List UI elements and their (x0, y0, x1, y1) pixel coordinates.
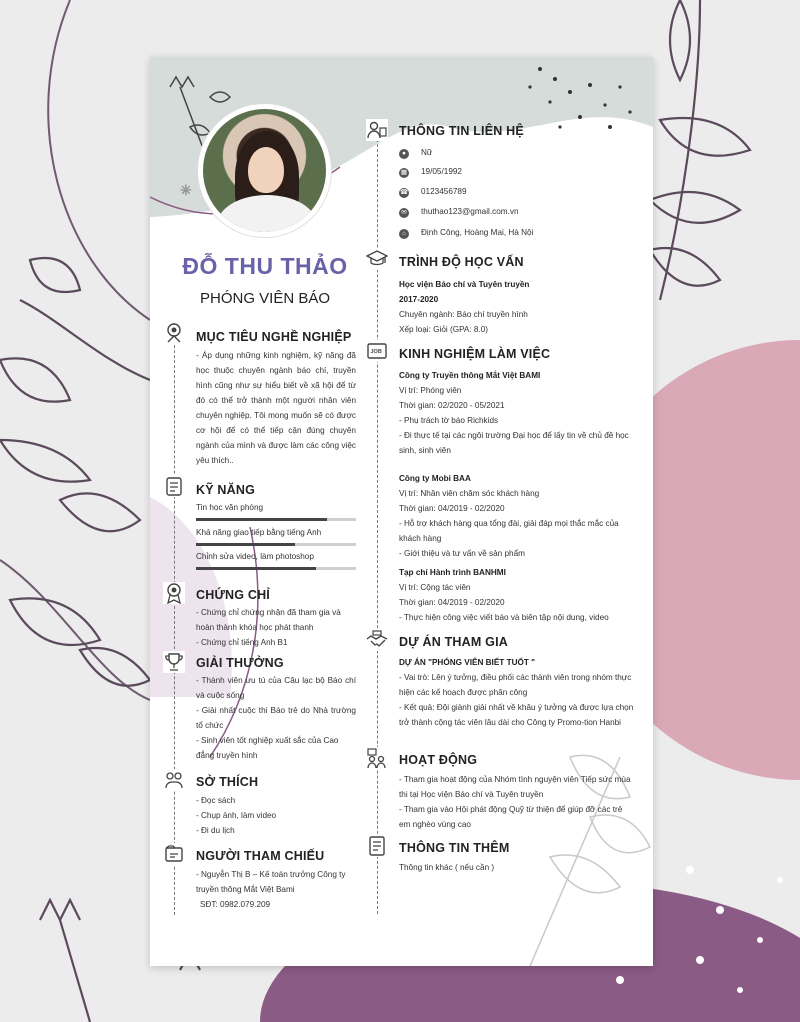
projects-title: DỰ ÁN THAM GIA (399, 635, 508, 649)
skill-label: Tin học văn phòng (196, 503, 264, 512)
document-icon (366, 835, 388, 857)
job-company: Công ty Mobi BAA (399, 474, 471, 483)
job-company: Tạp chí Hành trình BANHMI (399, 568, 506, 577)
reference-icon (163, 843, 185, 865)
job-company: Công ty Truyền thông Mắt Việt BAMI (399, 371, 541, 380)
phone-icon: ☎ (399, 189, 409, 196)
award-item: - Sinh viên tốt nghiệp xuất sắc của Cao đẳng truyền hình (196, 736, 339, 760)
objective-title: MỤC TIÊU NGHỀ NGHIỆP (196, 330, 352, 344)
graduation-icon (366, 248, 388, 270)
target-icon (163, 321, 185, 343)
handshake-icon (366, 629, 388, 651)
activity-item: - Tham gia hoạt động của Nhóm tình nguyện viên Tiếp sức mùa thi tại Học viện Báo chí và Tuyên truyền (399, 775, 631, 799)
calendar-icon: ▦ (400, 169, 408, 176)
cv-page: ✳ ĐỖ THU THẢO PHÓNG VIÊN BÁO MỤC TIÊU NGHỀ NGHIỆP - Áp dụng những kinh nghiệm, kỹ năng đã học thuộc chuyên ngành báo chí, truyền hình cũng như sự hiểu biết về xã hội để từ đó có thể trở thành một người nhân viên chuyên nghiệp. Tôi mong muốn sẽ có được cơ hội để có thể tiếp cận đúng chuyên ngành của mình và được làm các công việc yêu thích.. KỸ NĂNG Tin học văn phòng Khả năng giao tiếp bằng tiếng Anh Chỉnh sửa video, làm photoshop CHỨNG CHỈ - Chứng chỉ chứng nhận đã tham gia và hoàn thành khóa học phát thanh - Chứng chỉ tiếng Anh B1 GIẢI THƯỞNG - Thành viên ưu tú của Câu lạc bộ Báo chí và cuộc sống - Giải nhất cuộc thi Báo trẻ do Nhà trường tổ chức - Sinh viên tốt nghiệp xuất sắc của Cao đẳng truyền hình SỞ THÍCH - Đọc sách - Chụp ảnh, làm video - Đi du lịch NGƯỜI THAM CHIẾU - Nguyễn Thị B – Kế toán trưởng Công ty truyền thông Mắt Việt Bami SĐT: 0982.079.209 THÔNG TIN LIÊN HỆ ● Nữ ▦ 19/05/1992 ☎ 0123456789 ✉ thuthao123@gmail.com.vn ⌂ Định Công, Hoàng Mai, Hà Nội TRÌNH ĐỘ HỌC VẤN Học viện Báo chí và Tuyên truyền 2017-2020 Chuyên ngành: Báo chí truyền hình Xếp loại: Giỏi (GPA: 8.0) JOB KINH NGHIỆM LÀM VIỆC Công ty Truyền thông Mắt Việt BAMI Vị trí: Phóng viên Thời gian: 02/2020 - 05/2021 - Phụ trách tờ báo Richkids - Đi thực tế tại các ngôi trường Đại học để lấy tin về chủ đề học sinh, sinh viên Công ty Mobi BAA Vị trí: Nhân viên chăm sóc khách hàng Thời gian: 04/2019 - 02/2020 - Hỗ trợ khách hàng qua tổng đài, giải đáp mọi thắc mắc của khách hàng - Giới thiệu và tư vấn về sản phẩm Tạp chí Hành trình BANHMI Vị trí: Cộng tác viên Thời gian: 04/2019 - 02/2020 - Thực hiện công việc viết báo và biên tập nội dung, video DỰ ÁN THAM GIA DỰ ÁN "PHÓNG VIÊN BIẾT TUỐT " - Vai trò: Lên ý tưởng, điều phối các thành viên trong nhóm thực hiện các kế hoạch được phân công - Kết quả: Đội giành giải nhất về khâu ý tưởng và được lựa chọn trở thành cộng tác viên lâu dài cho Công ty Promo-tion Hanbi HOẠT ĐỘNG - Tham gia hoạt động của Nhóm tình nguyện viên Tiếp sức mùa thi tại Học viện Báo chí và Tuyên truyền - Tham gia vào Hội phát động Quỹ từ thiện để giúp đỡ các trẻ em nghèo vùng cao THÔNG TIN THÊM Thông tin khác ( nếu cần ) (150, 57, 653, 966)
extra-title: THÔNG TIN THÊM (399, 841, 510, 855)
certificates-title: CHỨNG CHỈ (196, 588, 270, 602)
profile-photo (198, 104, 331, 237)
job-time: Thời gian: 02/2020 - 05/2021 (399, 401, 505, 410)
contact-title: THÔNG TIN LIÊN HỆ (399, 124, 524, 138)
project-item: - Vai trò: Lên ý tưởng, điều phối các thành viên trong nhóm thực hiện các kế hoạch được phân công (399, 673, 632, 697)
education-title: TRÌNH ĐỘ HỌC VẤN (399, 255, 524, 269)
trophy-icon (163, 651, 185, 673)
award-item: - Thành viên ưu tú của Câu lạc bộ Báo chí và cuộc sống (196, 676, 356, 700)
reference-person: - Nguyễn Thị B – Kế toán trưởng Công ty truyền thông Mắt Việt Bami (196, 870, 346, 894)
email-icon: ✉ (399, 208, 409, 218)
reference-phone: SĐT: 0982.079.209 (200, 900, 271, 909)
activities-title: HOẠT ĐỘNG (399, 753, 478, 767)
job-duty: - Hỗ trợ khách hàng qua tổng đài, giải đáp mọi thắc mắc của khách hàng (399, 519, 619, 543)
hobby-item: - Đọc sách (196, 796, 236, 805)
objective-text: - Áp dụng những kinh nghiệm, kỹ năng đã học thuộc chuyên ngành báo chí, truyền hình cũng như sự hiểu biết về xã hội để từ đó có thể trở thành một người nhân viên chuyên nghiệp. Tôi mong muốn sẽ có được cơ hội để có thể tiếp cận đúng chuyên ngành của mình và được làm các công việc yêu thích.. (196, 351, 356, 465)
skill-label: Chỉnh sửa video, làm photoshop (196, 552, 314, 561)
skill-item (196, 503, 356, 521)
job-position: Vị trí: Cộng tác viên (399, 583, 471, 592)
job-position: Vị trí: Phóng viên (399, 386, 462, 395)
award-item: - Giải nhất cuộc thi Báo trẻ do Nhà trường tổ chức (196, 706, 356, 730)
extra-text: Thông tin khác ( nếu cần ) (399, 863, 495, 872)
location-icon: ⌂ (399, 229, 409, 239)
candidate-role: PHÓNG VIÊN BÁO (199, 290, 331, 307)
job-time: Thời gian: 04/2019 - 02/2020 (399, 504, 505, 513)
person-icon: ● (399, 149, 409, 159)
job-icon (366, 340, 388, 362)
svg-text:✳: ✳ (180, 182, 192, 198)
certificate-item: - Chứng chỉ tiếng Anh B1 (196, 638, 288, 647)
hobbies-title: SỞ THÍCH (196, 775, 259, 789)
hobby-icon (163, 769, 185, 791)
skill-item (196, 552, 356, 570)
education-school: Học viện Báo chí và Tuyên truyền (399, 280, 530, 289)
right-timeline (377, 119, 378, 914)
left-timeline (174, 325, 175, 915)
project-item: - Kết quả: Đội giành giải nhất về khâu ý tưởng và được lựa chọn trở thành cộng tác viên lâu dài cho Công ty Promo-tion Hanbi (399, 703, 634, 727)
candidate-name: ĐỖ THU THẢO (182, 253, 348, 279)
project-name: DỰ ÁN "PHÓNG VIÊN BIẾT TUỐT " (399, 658, 536, 667)
job-duty: - Thực hiện công việc viết báo và biên tập nội dung, video (399, 613, 609, 622)
hobby-item: - Chụp ảnh, làm video (196, 811, 277, 820)
job-duty: - Phụ trách tờ báo Richkids (399, 416, 499, 425)
skills-title: KỸ NĂNG (196, 483, 256, 497)
job-duty: - Đi thực tế tại các ngôi trường Đại học để lấy tin về chủ đề học sinh, sinh viên (399, 431, 629, 455)
skill-bar (196, 567, 356, 570)
education-major: Chuyên ngành: Báo chí truyền hình (399, 310, 528, 319)
education-years: 2017-2020 (399, 295, 439, 304)
job-duty: - Giới thiệu và tư vấn về sản phẩm (399, 549, 525, 558)
contact-icon (366, 119, 388, 141)
activity-item: - Tham gia vào Hội phát động Quỹ từ thiện để giúp đỡ các trẻ em nghèo vùng cao (399, 805, 623, 829)
job-position: Vị trí: Nhân viên chăm sóc khách hàng (399, 489, 540, 498)
skill-bar (196, 518, 356, 521)
awards-title: GIẢI THƯỞNG (196, 656, 284, 670)
skill-item (196, 528, 356, 546)
svg-text:JOB: JOB (370, 349, 382, 355)
experience-title: KINH NGHIỆM LÀM VIỆC (399, 347, 551, 361)
certificate-item: - Chứng chỉ chứng nhận đã tham gia và hoàn thành khóa học phát thanh (196, 608, 341, 632)
hobby-item: - Đi du lịch (196, 826, 235, 835)
skill-bar (196, 543, 356, 546)
references-title: NGƯỜI THAM CHIẾU (196, 849, 325, 863)
group-icon (366, 747, 388, 769)
skill-label: Khả năng giao tiếp bằng tiếng Anh (196, 528, 322, 537)
skills-icon (163, 475, 185, 497)
job-time: Thời gian: 04/2019 - 02/2020 (399, 598, 505, 607)
education-grade: Xếp loại: Giỏi (GPA: 8.0) (399, 325, 489, 334)
certificate-icon (163, 582, 185, 604)
